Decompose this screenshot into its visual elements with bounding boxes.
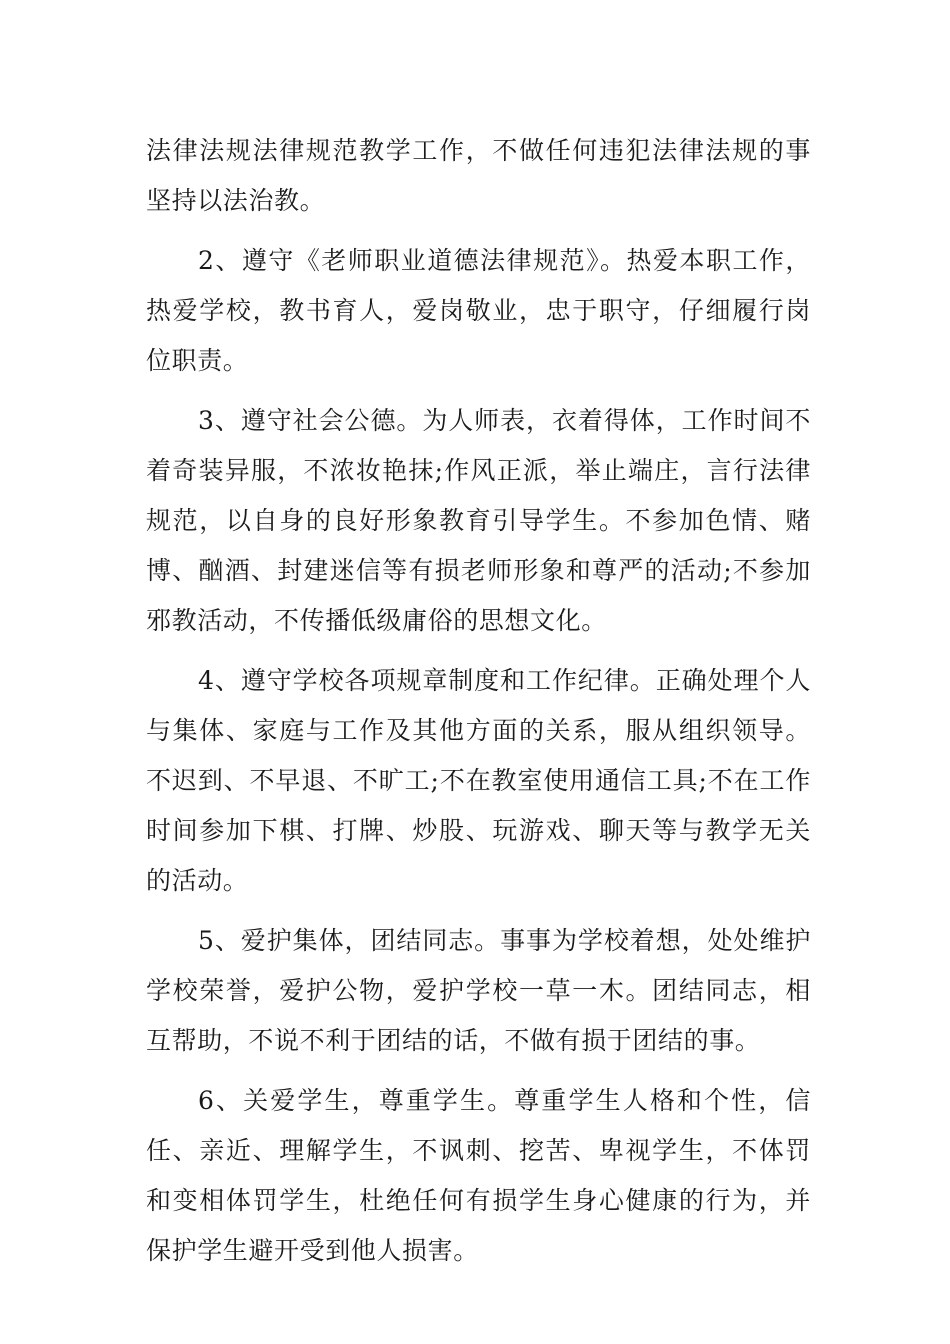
paragraph-item-3: 3、遵守社会公德。为人师表，衣着得体，工作时间不着奇装异服，不浓妆艳抹;作风正派，举止端庄，言行法律规范，以自身的良好形象教育引导学生。不参加色情、赌博、酗酒、封建迷信等有损老师形象和尊严的活动;不参加邪教活动，不传播低级庸俗的思想文化。 [146, 406, 811, 635]
paragraph-item-2: 2、遵守《老师职业道德法律规范》。热爱本职工作，热爱学校，教书育人，爱岗敬业，忠于职守，仔细履行岗位职责。 [146, 246, 811, 375]
document-body [146, 126, 811, 1286]
paragraph-item-5: 5、爱护集体，团结同志。事事为学校着想，处处维护学校荣誉，爱护公物，爱护学校一草一木。团结同志，相互帮助，不说不利于团结的话，不做有损于团结的事。 [146, 926, 811, 1055]
paragraph-continuation: 法律法规法律规范教学工作，不做任何违犯法律法规的事坚持以法治教。 [146, 136, 811, 215]
paragraph-item-4: 4、遵守学校各项规章制度和工作纪律。正确处理个人与集体、家庭与工作及其他方面的关系，服从组织领导。不迟到、不早退、不旷工;不在教室使用通信工具;不在工作时间参加下棋、打牌、炒股、玩游戏、聊天等与教学无关的活动。 [146, 666, 811, 895]
paragraph-item-6: 6、关爱学生，尊重学生。尊重学生人格和个性，信任、亲近、理解学生，不讽刺、挖苦、卑视学生，不体罚和变相体罚学生，杜绝任何有损学生身心健康的行为，并保护学生避开受到他人损害。 [146, 1086, 811, 1265]
